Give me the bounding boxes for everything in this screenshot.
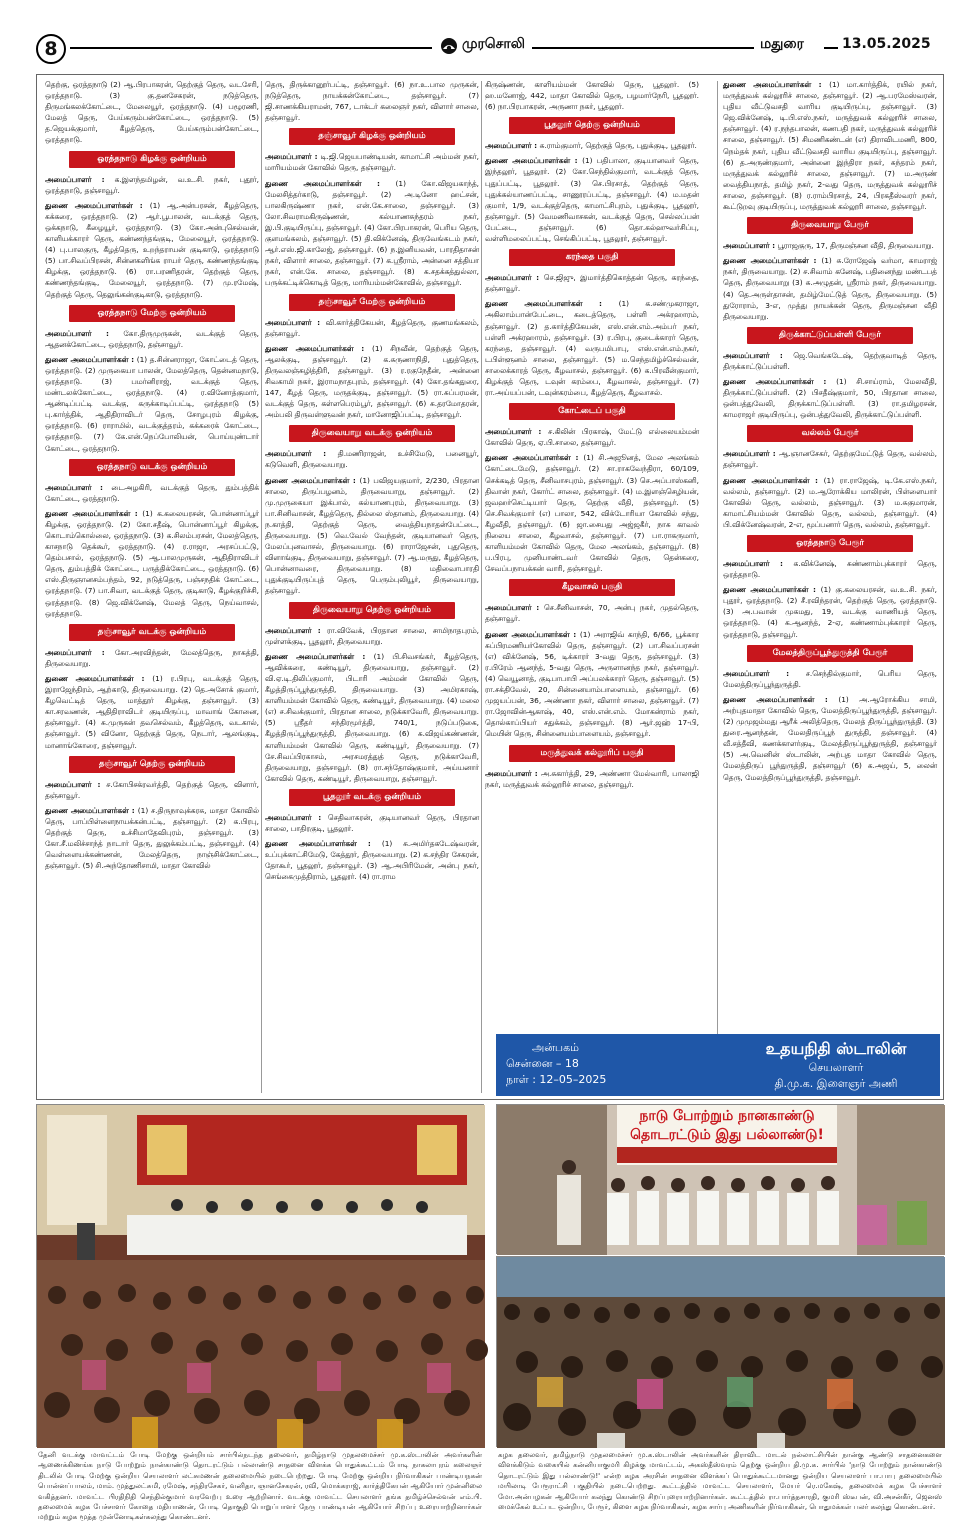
- entry-text: கிருஷ்ணன், காளியம்மன் கோவில் தெரு, பூதலூர். (5) ஹ.மனோஜ், 442, மாதா கோவில் தெரு, பழமார்நேரி, பூதலூர். (6) நா.பிரபாகரன், அருணா நகர், பூதலூர்.: [485, 80, 699, 112]
- listing-entry: [723, 255, 937, 322]
- event-photo-left: [36, 1104, 484, 1447]
- entry-text: (1) அ.ஆரோக்கிய சாமி, அற்புதமாதா கோவில் தெரு, மேலத்திருப்பூந்துருத்தி, தஞ்சாவூர். (2) முமுஜம்மது ஆரீக் அலித்தெரு, மேலத் திருப்பூந்துருத்தி. (3) துரை.ஆனந்தன், மேலதிருப்பூந் துருத்தி, தஞ்சாவூர். (4) வீ.சத்தீவி, கணக்காளர்குடி, மேலத்திருப்பூந்துருத்தி, தஞ்சாவூர் (5) அ.வெனின் ஸ்டாலின், அற்புத மாதா கோவில் தெரு, மேலத்திருப் பூந்துருத்தி, தஞ்சாவூர் (6) க.அஜய், 5, லைன் தெரு, மேலத்திருப்பூந்துருத்தி, தஞ்சாவூர்.: [723, 694, 937, 782]
- entry-text: (1) பவிஜயகுமார், 2/230, பிரதான சாலை, திருப்பழனம், திருவையாறு, தஞ்சாவூர். (2) மு.முருகையா இக்பால், கல்யாணபுரம், திருவையாறு. (3) பா.சினிவாசன், கீழத்தெரு, தில்லை ஸ்தானம், திருவையாறு. (4) ந.காத்தி, தெற்குத் தெரு, வைத்தியநாதன்பேட்டை, திருவையாறு. (5) வெ.வேல் வேந்தன், குடியானவர் தெரு, மேலப்புனவாசல், திருவையாறு. (6) ராராஜேசன், புதுதெரு, விளாங்குடி, திருவையாறு, தஞ்சாவூர். (7) ஆ.மருது, கீழத்தெரு, பொன்னாவரை, திருவையாறு. (8) மதிவைாபாரதி புதுக்குடியிருப்புத் தெரு, பெரும்புலியூர், திருவையாறு, தஞ்சாவூர்.: [265, 475, 479, 596]
- listing-entry: [485, 426, 699, 448]
- column-divider: [261, 81, 262, 1093]
- masthead-rule: [70, 47, 432, 49]
- section-heading: கரந்தை பகுதி: [509, 249, 676, 266]
- entry-text: (1) சு.அமிர்தகடேஷ்வரன், உப்புக்காட்சிமேடு, கேத்தூர், திருவையாறு. (2) க.சந்திர சேகரன், தோகூர், பூதலூர், தஞ்சாவூர். (3) ஆ.அபிரிமேன், அன்பு நகர், செங்கைமுத்திராம், பூதலூர். (4) ரா.ராம: [265, 839, 479, 882]
- event-photo-right-bottom: [496, 1256, 944, 1447]
- section-heading: கீழவாசல் பகுதி: [509, 579, 676, 596]
- entry-text: டைஅழகிரி, வடக்குத் தெரு, தும்பத்திக் கோட்டை, ஒரத்தநாடு.: [45, 482, 259, 503]
- listing-entry: [45, 647, 259, 669]
- listing-entry: [485, 155, 699, 244]
- listing-entry: [723, 376, 937, 420]
- listing-entry: [723, 668, 937, 690]
- entry-role-label: அமைப்பாளர் :: [723, 449, 779, 459]
- listing-entry: [723, 79, 937, 212]
- entry-role-label: துணை அமைப்பாளர்கள் :: [45, 508, 143, 518]
- section-heading: தஞ்சாவூர் மேற்கு ஒன்றியம்: [289, 294, 456, 311]
- entry-text: வி.கார்த்திகேயன், கீழத்தெரு, குணமங்கலம், தஞ்சாவூர்.: [265, 317, 479, 338]
- listing-entry: [265, 151, 479, 173]
- entry-role-label: அமைப்பாளர் :: [45, 174, 115, 184]
- entry-role-label: துணை அமைப்பாளர்கள் :: [723, 585, 821, 595]
- section-heading: பூதலூர் தெற்கு ஒன்றியம்: [509, 117, 676, 134]
- entry-text: ச.செந்தில்குமார், பெரிய தெரு, மேலத்திருப்பூந்துருத்தி.: [723, 668, 937, 689]
- listing-entry: [723, 475, 937, 530]
- section-heading: திருவையாறு தெற்கு ஒன்றியம்: [289, 602, 456, 619]
- section-heading: திருவையாறு வடக்கு ஒன்றியம்: [289, 425, 456, 442]
- entry-text: (1) சு.ரோஜேஷ் வர்மா, காமராஜ் நகர், திருவையாறு. (2) ச.சிவாம் கனேஷ், பதினைந்து மண்டபத் தெரு, திருவையாறு (3) சு.அழுதன், ஸ்ரீராம் நகர், திருவையாறு. (4) தெ.அருள்தாசன், தமிழ்மேட்டுத் தெரு, திருவையாறு. (5) துரோராம், 3-எ, முத்து நாயக்கன் தெரு, திருமஞ்சன வீதி திருவையாறு.: [723, 256, 937, 321]
- listing-entry: [45, 174, 259, 196]
- entry-text: (1) பதிபாலா, குடியானவர் தெரு, இந்தலூர், பூதலூர். (2) கோ.செந்தில்குமார், வடக்குத் தெரு, புதுப்பட்டி, பூதலூர். (3) செ.பிரசாத், தெற்குத் தெரு, புதுக்கல்யாணப்பட்டி, சாணூரப்பட்டி, தஞ்சாவூர். (4) ம.மதன் குமார், 1/9, வடக்குத்தெரு, காமாட்சிபுரம், புதுக்குடி, பூதலூர், தஞ்சாவூர். (5) வேமணிவாசகன், வடக்குத் தெரு, செல்லப்பன் பேட்டை, தஞ்சாவூர். (6) தொ.கல்ஹுவர்சிப்பு, வள்ளிமலைப்பட்டி, செங்கிப்பட்டி, பூதலூர், தஞ்சாவூர்.: [485, 156, 699, 244]
- signatory: [736, 1038, 936, 1092]
- listing-entry: [265, 475, 479, 597]
- section-heading: மருத்துவக் கல்லூரிப் பகுதி: [509, 745, 676, 762]
- rising-sun-logo-icon: [440, 37, 458, 55]
- signature-date: நாள் : 12–05–2025: [506, 1073, 607, 1086]
- entry-text: (1) த.சின்னராஜா, கோட்டைத் தெரு, ஒரத்தநாடு. (2) முருகையா பாலன், மேலத்தெரு, தென்னமநாடு, ஒரத்தநாடு. (3) பமர்னிராஜ், வடக்குத் தெரு, மண்டலக்கோட்டை, ஒரத்தநாடு. (4) ர.வினோத்குமார், ஆண்டிப்பட்டி வடக்கு, கருக்காடிப்பட்டி, ஒரத்தநாடு (5) பு.கார்த்திக், ஆதிதிராவிடர் தெரு, சோழபுரம் கிழக்கு, ஒரத்தநாடு. (6) ராராமில், வடக்குத்தரம், கக்கரைக் கோட்டை, ஒரத்தநாடு. (7) கே.என்.நெப்போலியன், பொய்யுண்டார் கோட்டை, ஒரத்தநாடு.: [45, 354, 259, 453]
- section-heading: கோட்டைப் பகுதி: [509, 403, 676, 420]
- entry-role-label: துணை அமைப்பாளர்கள் :: [723, 80, 830, 89]
- entry-role-label: அமைப்பாளர் :: [485, 427, 549, 437]
- entry-text: சு.ராம்குமார், தெற்குத் தெரு, புதுக்குடி, பூதலூர்.: [539, 141, 697, 151]
- column-divider: [717, 81, 718, 1093]
- section-heading: மேலத்திருப்பூந்துருத்தி பேரூர்: [747, 645, 914, 662]
- entry-text: அ.சுகார்த்தி, 29, அண்ணா மேல்வாரி, பாலாஜி நகர், மருத்துவக் கல்லூரிச் சாலை, தஞ்சாவூர்.: [485, 768, 700, 789]
- entry-text: (1) க.சண்முகராஜா, அகிலாம்பான்பேட்டை, கடைத்தெரு, பள்ளி அக்ரஹாரம், தஞ்சாவூர். (2) த.கார்த்திகேயன், எஸ்.என்.எம்.அம்பர் நகர், பள்ளி அக்ரஹாரம், தஞ்சாவூர். (3) ர.பிரபு, குடைக்காரர் தெரு, கரந்தை, தஞ்சாவூர். (4) வருபமிபாபு, எஸ்.என்.எம்.நகர், டபிள்ளூனம் சாலை, தஞ்சாவூர். (5) ம.செந்தமிழ்ச்செல்வன், சாலைக்காரத் தெரு, கீழவாசல், தஞ்சாவூர். (6) க.பிரவீன்குமார், கிழக்குத் தெரு, டவுன் கரம்பை, கீழவாசல், தஞ்சாவூர். (7) ரா.அய்யப்பன், டவுன்கரம்பை, கீழத்தெரு, கீழவாசல்.: [485, 299, 699, 398]
- entry-text: (1) சி.சாய்ராம், மேலவீதி, திருக்காட்டுப்பள்ளி. (2) பிசதீஷ்குமார், 50, பிரதான சாலை, ஒன்பத்துவேலி, திருக்காட்டுப்பள்ளி. (3) ரா.தமிழரசன், காமராஜர் குடியிருப்பு, ஒன்பத்துவேலி, திருக்காட்டுப்பள்ளி.: [723, 376, 937, 420]
- section-heading: திருவையாறு பேரூர்: [747, 217, 914, 234]
- entry-text: கோ.அரவிந்தன், மேலத்தெரு, நாகத்தி, திருவையாறு.: [45, 647, 259, 668]
- section-heading: பூதலூர் வடக்கு ஒன்றியம்: [289, 789, 456, 806]
- entry-role-label: அமைப்பாளர் :: [265, 812, 328, 822]
- entry-text: ச.கோபிசக்ரவர்த்தி, தெற்குத் தெரு, விளார், தஞ்சாவூர்.: [45, 779, 259, 800]
- entry-role-label: துணை அமைப்பாளர்கள் :: [485, 453, 584, 463]
- masthead-rule: [824, 47, 838, 49]
- signature-city: சென்னை – 18: [506, 1057, 579, 1070]
- listing-entry: [45, 79, 259, 146]
- listing-column: [485, 79, 699, 1097]
- entry-text: (1) கு.கலையரசன், வ.உ.சி. நகர், புதூர், ஒரத்தநாடு. (2) சீ.ரவிந்தரன், தெற்குத் தெரு, ஒரத்தநாடு. (3) அ.பவான் முகமது, 19, வடக்கு வாணியத் தெரு, ஒரத்தநாடு. (4) க.ஆனந்த், 2-ஏ, கண்ணாம்புக்காரர் தெரு, ஒரத்தநாடு, தஞ்சாவூர்.: [723, 585, 937, 639]
- entry-text: செ.சீனிவாசன், 70, அன்பு நகர், முதல்தெரு, தஞ்சாவூர்.: [485, 603, 699, 624]
- entry-text: (1) கோ.விஜயகாந்த், மேலசித்தர்காடு, தஞ்சாவூர். (2) அ.டினோ ஹட்சன், பாலகிருஷ்ணா நகர், என்.கே.சாலை, தஞ்சாவூர். (3) லோ.சிவராமகிருஷ்ணன், கல்யாணசுந்தரம் நகர், இ.பி.குடியிருப்பு, தஞ்சாவூர். (4) கோ.பிரபாகரன், பெரிய தெரு, குளமங்கலம், தஞ்சாவூர். (5) தி.விக்னேஷ், திருவேங்கடம் நகர், ஆர்.எஸ்.ஜி.காலேஜ், தஞ்சாவூர். (6) ந.இனியவன், பாரதிதாசன் நகர், விளார் சாலை, தஞ்சாவூர். (7) க.ஸ்ரீராம், அன்னை சத்தியா நகர், என்.கே. சாலை, தஞ்சாவூர். (8) க.சதக்கத்துல்லா, பருக்கட்டிக்கொடித் தெரு, மாரியம்மன்கோவில், தஞ்சாவூர்.: [265, 178, 479, 288]
- listing-entry: [723, 584, 937, 639]
- listing-entry: [265, 812, 479, 834]
- entry-text: (1) சிநவீன், தெற்குத் தெரு, ஆலக்குடி, தஞ்சாவூர். (2) க.சுருணாநிதி, புதுத்தெரு, திருவலஞ்சுழித்திரி, தஞ்சாவூர். (3) ர.ரகுநேதீன், அன்னை சிவகாமி நகர், இராமநாதபுரம், தஞ்சாவூர். (4) கோ.தங்கதுரை, 147, கீழத் தெரு, மருதக்குடி, தஞ்சாவூர். (5) ரா.சுப்பரமன், வடக்குத் தெரு, கள்ளபெரம்பூர், தஞ்சாவூர். (6) சு.தரமோதரன், அம்பலி திருவள்ளுவன் நகர், மானோஜிப்பட்டி, தஞ்சாவூர்.: [265, 343, 479, 420]
- column-divider: [481, 81, 482, 1093]
- entry-role-label: துணை அமைப்பாளர்கள் :: [265, 475, 360, 485]
- appointments-listing: [36, 74, 944, 1100]
- entry-text: க.விக்னேஷ், சுண்ணாம்புக்காரர் தெரு, ஒரத்தநாடு.: [723, 559, 937, 580]
- masthead: [0, 0, 972, 66]
- entry-role-label: அமைப்பாளர் :: [265, 152, 321, 162]
- entry-text: (1) க.கலையரசன், பொன்னாப்பூர் கிழக்கு, ஒரத்தநாடு. (2) கோ.சதீஷ், பொன்னாப்பூர் கிழக்கு, கொடாம்கொல்லை, ஒரத்தநாடு. (3) க.சிலம்பரசன், மேலத்தெரு, காசநாடு தெக்கூர், ஒரத்தநாடு. (4) ர.ராஜா, அரசப்பட்டு, தெம்பசால், ஒரத்தநாடு. (5) ஆ.பாலமுருகன், ஆதிதிராவிடர் தெரு, தும்பத்திக் கோட்டை, பருத்திக்கோட்டை, ஒரத்தநாடு. (6) எஸ்.திருஞானசம்பந்தம், 92, நடுத்தெரு, பஞ்சநதிக் கோட்டை, ஒரத்தநாடு. (7) பா.சிவா, வடக்குத் தெரு, குடிகாடு, கீழக்குறிச்சி, ஒரத்தநாடு. (8) ஜெ.விக்னேஷ், மேலத் தெரு, நெய்வாசல், ஒரத்தநாடு.: [45, 508, 259, 618]
- signature-location: [506, 1040, 656, 1088]
- listing-entry: [45, 779, 259, 801]
- entry-text: (1) ஆ.அன்பரசன், கீழத்தெரு, கக்கரை, ஒரத்தநாடு. (2) ஆர்.பூபாலன், வடக்குத் தெரு, ஒக்கநாடு, கீழையூர், ஒரத்தநாடு. (3) கோ.அன்புசெல்வன், காளியக்காரர் தெரு, கண்ணந்தங்குடி, மேலையூர், ஒரத்தநாடு. (4) பு.பாலகுரு, கீழத்தெரு, உறந்தராயன் குடிகாடு, ஒரத்தநாடு (5) பா.சிவப்பிரசன், சின்னகளிங்க ராயர் தெரு, கண்ணந்தங்குடி கிழக்கு, ஒரத்தநாடு. (6) ரா.பரணிதரன், தெற்குத் தெரு, கண்ணந்தங்குடி, மேலையூர், ஒரத்தநாடு. (7) மு.ரமேஷ், தெற்குத் தெரு, தெலுங்கன்குடிகாடு, ஒரத்தநாடு.: [45, 200, 259, 299]
- signatory-organization: தி.மு.க. இளைஞர் அணி: [774, 1077, 898, 1090]
- section-heading: வல்லம் பேரூர்: [747, 425, 914, 442]
- listing-entry: [265, 317, 479, 339]
- section-heading: ஒரத்தநாடு வடக்கு ஒன்றியம்: [69, 459, 236, 476]
- signature-box: [496, 1034, 940, 1096]
- entry-role-label: அமைப்பாளர் :: [45, 647, 115, 657]
- section-heading: திருக்காட்டுப்பள்ளி பேரூர்: [747, 327, 914, 344]
- listing-entry: [723, 694, 937, 783]
- entry-text: (1) ரா.ராஜேஷ், டி.கே.எஸ்.நகர், வல்லம், தஞ்சாவூர். (2) ம.ஆரோக்கிய மாலிரன், பிள்ளையார் கோவில் தெரு, வல்லம், தஞ்சாவூர். (3) ம.சுகுமாரன், காமாட்சியம்மன் கோவில் தெரு, வல்லம், தஞ்சாவூர். (4) பி.விக்னேஷ்வரன், 2-எ, மூப்பனார் தெரு, வல்லம், தஞ்சாவூர்.: [723, 475, 937, 529]
- listing-entry: [485, 140, 699, 151]
- entry-role-label: துணை அமைப்பாளர்கள் :: [485, 629, 580, 639]
- listing-entry: [45, 482, 259, 504]
- entry-role-label: அமைப்பாளர் :: [45, 328, 124, 338]
- section-heading: ஒரத்தநாடு மேற்கு ஒன்றியம்: [69, 305, 236, 322]
- entry-role-label: துணை அமைப்பாளர்கள் :: [265, 343, 373, 353]
- entry-text: (1) பி.சிவசங்கர், கீழத்தெரு, ஆவிக்கரை, கண்டியூர், திருவையாறு, தஞ்சாவூர். (2) வி.ஏ.டி.திலிப்குமார், பிடாரி அம்மன் கோவில் தெரு, கீழத்திருப்பூந்துருத்தி, திருவையாறு. (3) அமிரகாஷ், காளியம்மன் கோவில் தெரு, கண்டியூர், திருவையாறு. (4) மலை (எ) ச.சிவக்குமார், பிரதான சாலை, நடுக்காவேரி, திருவையாறு. (5) ஸ்ரீதர் சந்திரமூர்த்தி, 740/1, நடுப்படுகை, கீழத்திருப்பூந்துருத்தி, திருவையாறு. (6) சு.விஜய்கண்ணன், காளியம்மன் கோவில் தெரு, கண்டியூர், திருவையாறு. (7) சே.சிவப்பிரகாசம், அரசமரத்துத் தெரு, நடுக்காவேரி, திருவையாறு, தஞ்சாவூர். (8) ரா.சந்தோஷ்குமார், அய்யனார் கோவில் தெரு, கண்டியூர், திருவையாறு, தஞ்சாவூர்.: [265, 651, 479, 783]
- listing-entry: [485, 79, 699, 112]
- entry-role-label: துணை அமைப்பாளர்கள் :: [723, 694, 839, 704]
- signature-place: அன்பகம்: [532, 1041, 579, 1054]
- entry-role-label: துணை அமைப்பாளர்கள் :: [723, 475, 824, 485]
- listing-entry: [265, 625, 479, 647]
- entry-text: (1) அராஜிவ் காந்தி, 6/66, பூக்கார சுப்பிரமணியர்கோவில் தெரு, தஞ்சாவூர். (2) பா.சிவப்பரசன் (எ) விக்னேஷ், 56, டிக்காரர் 3-வது தெரு, தஞ்சாவூர். (3) ர.பிரேம் ஆனந்த், 5-வது தெரு, அருளானந்த நகர், தஞ்சாவூர். (4) வெயூனாத், குடிபாபாபி அப்பலக்காரர் தெரு, தஞ்சாவூர். (5) ரா.சக்திவேல், 20, சின்னையாம்பாளையம், தஞ்சாவூர். (6) முஜயப்பன், 36, அண்ணா நகர், விளார் சாலை, தஞ்சாவூர். (7) ரா.ஜோவின்ஆகாஷ், 40, எஸ்.என்.எம். மோகன்ராம் நகர், தொல்காப்பியர் சதுக்கம், தஞ்சாவூர். (8) ஆர்.ஜஹ் 17-பி, மெயின் தெரு, சின்னையம்பாளையம், தஞ்சாவூர்.: [485, 629, 699, 739]
- section-heading: தஞ்சாவூர் வடக்கு ஒன்றியம்: [69, 624, 236, 641]
- entry-text: தி.மணிராஜன், உச்சிமேடு, பனையூர், கடுவெளி, திருவையாறு.: [265, 449, 479, 470]
- entry-role-label: துணை அமைப்பாளர்கள் :: [45, 354, 137, 364]
- listing-entry: [265, 448, 479, 470]
- entry-text: கோ.திருமுருகன், வடக்குத் தெரு, ஆதனக்கோட்டை, ஒரத்தநாடு, தஞ்சாவூர்.: [45, 328, 259, 349]
- photo-banner-text: [627, 1107, 827, 1145]
- listing-entry: [723, 558, 937, 580]
- entry-text: டி.ஜி.ஜெயபாண்டியன், காமாட்சி அம்மன் நகர், மாரியம்மன் கோவில் தெரு, தஞ்சாவூர்.: [265, 152, 479, 173]
- section-heading: தஞ்சாவூர் தெற்கு ஒன்றியம்: [69, 756, 236, 773]
- listing-column: [723, 79, 937, 1097]
- entry-role-label: அமைப்பாளர் :: [265, 625, 327, 635]
- entry-role-label: அமைப்பாளர் :: [45, 779, 107, 789]
- entry-text: தெரு, திருக்கானூர்பட்டி, தஞ்சாவூர். (6) நா.உ.பால முருகன், நடுத்தெரு, நாயக்கன்கோட்டை, தஞ்சாவூர். (7) ஜி.சாணக்கியராமன், 767, டாக்டர் கலைஞர் நகர், விளார் சாலை, தஞ்சாவூர்.: [265, 80, 479, 123]
- event-photo-right-top: [496, 1104, 944, 1254]
- listing-entry: [45, 328, 259, 350]
- entry-role-label: துணை அமைப்பாளர்கள் :: [265, 651, 374, 661]
- entry-text: தெற்கு, ஒரத்தநாடு (2) ஆ.பிரபாகரன், தெற்குத் தெரு, வடசேரி, ஒரத்தநாடு. (3) கு.தனசேகரன், நடுத்தெரு, திருமங்கலக்கோட்டை, மேலையூர், ஒரத்தநாடு. (4) பழூரணி, மேலத் தெரு, பேய்கரும்பன்கோட்டை, ஒரத்தநாடு. (5) த.ஜெயக்குமார், கீழத்தெரு, பேய்கரும்பன்கோட்டை, ஒரத்தநாடு.: [45, 80, 259, 145]
- listing-entry: [485, 272, 699, 294]
- entry-role-label: அமைப்பாளர் :: [45, 482, 112, 492]
- listing-entry: [45, 354, 259, 454]
- listing-entry: [723, 448, 937, 470]
- entry-role-label: துணை அமைப்பாளர்கள் :: [723, 256, 822, 266]
- entry-role-label: துணை அமைப்பாளர்கள் :: [45, 200, 150, 210]
- listing-entry: [45, 673, 259, 751]
- listing-entry: [723, 350, 937, 372]
- entry-text: ச.கிலின் பிரகாஷ், மேட்டு எல்லையம்மன் கோவில் தெரு, ஏ.பி.சாலை, தஞ்சாவூர்.: [485, 427, 699, 448]
- photo-banner-line: தொடரட்டும் இது பல்லாண்டு!: [630, 1127, 824, 1143]
- newspaper-name: முரசொலி: [462, 36, 525, 52]
- entry-text: ஆ.ஞானசேகர், தெற்குமேட்டுத் தெரு, வல்லம், தஞ்சாவூர்.: [723, 449, 937, 470]
- entry-role-label: அமைப்பாளர் :: [723, 350, 794, 360]
- edition-name: மதுரை: [760, 36, 804, 52]
- entry-text: (1) ச.திருநாவுக்கரசு, மாதா கோவில் தெரு, பாப்பிள்ளைநாயக்கன்பட்டி, தஞ்சாவூர். (2) க.பிரபு, தெற்குத் தெரு, உச்சிமாதேவிபுரம், தஞ்சாவூர். (3) கோ.சீ.மலிச்சாந்த் நாடார் தெரு, துலுக்கம்பட்டி, தஞ்சாவூர். (4) வெள்ளையக்கண்ணன், மேலத்தெரு, நாஞ்சிக்கோட்டை, தஞ்சாவூர். (5) சி.அந்தோணிசாமி, மாதா கோவில்: [45, 805, 259, 871]
- page-number: 8: [36, 34, 66, 64]
- signatory-designation: செயலாளர்: [808, 1061, 864, 1074]
- entry-role-label: துணை அமைப்பாளர்கள் :: [45, 673, 153, 683]
- entry-role-label: அமைப்பாளர் :: [723, 559, 794, 568]
- entry-role-label: அமைப்பாளர் :: [485, 273, 544, 283]
- entry-role-label: அமைப்பாளர் :: [265, 317, 326, 327]
- entry-role-label: அமைப்பாளர் :: [265, 449, 338, 459]
- entry-text: ரா.விவேக், பிரதான சாலை, சாமிநாதபுரம், முள்ளக்குடி, பூதலூர், திருவையாறு.: [265, 625, 479, 646]
- listing-entry: [265, 79, 479, 123]
- listing-entry: [265, 651, 479, 784]
- entry-text: (1) மா.கார்த்திக், ரயில் நகர், மருத்துவக் கல்லூரிச் சாலை, தஞ்சாவூர். (2) ஆ.பரமேஸ்வரன், புதிய வீட்டுவசதி வாரிய குடியிருப்பு, தஞ்சாவூர். (3) ஜெ.விக்னேஷ், டி.பி.எஸ்.நகர், மருத்துவக் கல்லூரிச் சாலை, தஞ்சாவூர். (4) ர.நந்தபாலன், கணபதி நகர், மருத்துவக் கல்லூரிச் சாலை, தஞ்சாவூர். (5) சிமணிகண்டன் (எ) திராவிடமணி, 800, நெம்தக் நகர், புதிய வீட்டுவசதி வாரிய குடியிருப்பு, தஞ்சாவூர். (6) த.அருண்குமார், அன்னை இந்திரா நகர், சுந்தரம் நகர், மருத்துவக் கல்லூரிச் சாலை, தஞ்சாவூர். (7) ம.அருண் வைத்தியநாத், தமிழ் நகர், 2-வது தெரு, மருத்துவக் கல்லூரிச் சாலை, தஞ்சாவூர். (8) ர.ராம்பிரசாத், 24, பிரகதீஸ்வரர் நகர், கூட்டுறவு குடியிருப்பு, மருத்துவக் கல்லூரி சாலை, தஞ்சாவூர்.: [723, 80, 937, 212]
- entry-text: (1) சி.அஜூனத், மேல அலங்கம் கோட்டைமேடு, தஞ்சாவூர். (2) சா.ராகவேந்திரா, 60/109, செக்கடித் தெரு, சீனிவாசபுரம், தஞ்சாவூர். (3) செ.அப்பாஸ்கனி, திவான் நகர், கோர்ட் சாலை, தஞ்சாவூர். (4) ம.இளஞ்செழியன், ஜவஹர்செட்டியார் தெரு, தெற்கு வீதி, தஞ்சாவூர். (5) செ.சிவக்குமார் (எ) பாலா, 542, விக்டோரியா கோவில் சந்து, கீழவீதி, தஞ்சாவூர். (6) ஜா.சையது அஜ்ஜகீர், நாசு காவல் நிலைய சாலை, கீழவாசல், தஞ்சாவூர். (7) பா.ராகருமார், காளியம்மன் கோவில் தெரு, மேல அலங்கம், தஞ்சாவூர். (8) ப.பிரபு, முனியாண்டவர் கோவில் தெரு, தென்கரை, சேவப்பநாயக்கன் வாரி, தஞ்சாவூர்.: [485, 453, 699, 574]
- entry-text: செ.ஜிஜு, இமார்த்திகொத்தன் தெரு, கரந்தை, தஞ்சாவூர்.: [485, 273, 699, 294]
- entry-role-label: துணை அமைப்பாளர்கள் :: [265, 839, 382, 849]
- listing-entry: [485, 602, 699, 624]
- signatory-name: உதயநிதி ஸ்டாலின்: [765, 1039, 907, 1058]
- listing-entry: [45, 508, 259, 619]
- issue-date: 13.05.2025: [842, 36, 931, 52]
- listing-entry: [265, 178, 479, 289]
- entry-text: க.இளந்தமிழன், வ.உ.சி. நகர், புதூர், ஒரத்தநாடு, தஞ்சாவூர்.: [45, 174, 259, 195]
- listing-entry: [265, 343, 479, 421]
- listing-column: [45, 79, 259, 1097]
- entry-role-label: துணை அமைப்பாளர்கள் :: [45, 805, 138, 815]
- entry-role-label: அமைப்பாளர் :: [723, 241, 778, 251]
- listing-entry: [45, 200, 259, 300]
- listing-entry: [485, 298, 699, 398]
- entry-text: ஜெ.வெங்கடேஷ், தெற்குவாடித் தெரு, திருக்காட்டுப்பள்ளி.: [723, 350, 937, 371]
- entry-role-label: துணை அமைப்பாளர்கள் :: [723, 376, 837, 386]
- photo-banner-line: நாடு போற்றும் நானகாண்டு: [639, 1108, 815, 1124]
- masthead-rule: [532, 47, 754, 49]
- section-heading: தஞ்சாவூர் கிழக்கு ஒன்றியம்: [289, 128, 456, 145]
- listing-column: [265, 79, 479, 1097]
- listing-entry: [485, 629, 699, 740]
- section-heading: ஒரத்தநாடு கிழக்கு ஒன்றியம்: [69, 151, 236, 168]
- entry-role-label: துணை அமைப்பாளர்கள் :: [265, 178, 396, 188]
- entry-role-label: அமைப்பாளர் :: [485, 603, 544, 613]
- entry-text: செதிவாகரன், குடியானவர் தெரு, பிரதான சாலை, பாதிரகுடி, பூதலூர்.: [265, 812, 479, 833]
- photo-caption-right: கழக தலைவர், தமிழ்நாடு முதலமைச்சர் மு.க.ஸ்டாலின் அவர்களின் திராவிட மாடல் நல்லாட்சியின் நான்கு ஆண்டு சாதனைகளை விளக்கிடும் வகையில் கன்னியாகுமரி கிழக்கு மாவட்டம், அகஸ்தீஸ்வரம் தெற்கு ஒன்றிய தி.மு.க. சார்பில் 'நாடு போற்றும் நான்காண்டு தொடரட்டும் இது பல்லாண்டு!' என்ற கழக அரசின் சாதனை விளக்கப் பொதுக்கூட்டமானது ஒன்றிய செயலாளர் பா.பாபு தலைமையில் மயிலாடி பேரூராட்சி பகுதியில் நடைபெற்றது. கூட்டத்தில் மாவட்ட செயலாளர், மேயர் ரெ.மகேஷ், தலைமைக் கழக பேச்சாளர் மோ.அன்பழகன் ஆகியோர் கலந்து கொண்டு சிறப்புரையாற்றினார்கள். கூட்டத்தில் ரா.பார்த்தசாரதி, குமரி ஸ்டீபன், வி.அசன்கீர், ஜெனஸ் மைக்கேல் உட்பட ஒன்றிய, பேரூர், கிளை கழக நிர்வாகிகள், கழக சார்பு அணிகளின் நிர்வாகிகள், பொதுமக்கள் பலர் கலந்து கொண்டனர்.: [498, 1450, 942, 1512]
- entry-role-label: அமைப்பாளர் :: [485, 768, 541, 778]
- entry-text: பூராஜகுரு, 17, திருமஞ்சன வீதி, திருவையாறு.: [777, 241, 934, 251]
- entry-text: (1) ர.பிரபு, வடக்குத் தெரு, இராஜேந்திரம், ஆற்காடு, திருவையாறு. (2) தெ.அசோக் குமார், கீழவெட்டித் தெரு, மாத்தூர் கிழக்கு, தஞ்சாவூர். (3) கா.சரவணன், ஆதிதிராவிடர் குடியிருப்பு, மாவாங் கோனை, தஞ்சாவூர். (4) சு.முருகன் தவசெல்வம், கீழத்தெரு, வடகால், தஞ்சாவூர். (5) வினோ, தெற்குத் தெரு, நெடார், ஆலங்குடி, மானாங்கோரை, தஞ்சாவூர்.: [45, 673, 259, 750]
- listing-entry: [485, 452, 699, 574]
- entry-role-label: துணை அமைப்பாளர்கள் :: [485, 299, 619, 309]
- section-heading: ஒரத்தநாடு பேரூர்: [747, 535, 914, 552]
- listing-entry: [265, 838, 479, 882]
- entry-role-label: அமைப்பாளர் :: [485, 141, 540, 151]
- listing-entry: [45, 805, 259, 872]
- listing-entry: [723, 240, 937, 251]
- photo-caption-left: தேனி வடக்கு மாவட்டம் போடி மேற்கு ஒன்றியம் சார்பில்நடந்த தலைவர், தமிழ்நாடு முதலமைச்சர் மு.க.ஸ்டாலின் அவர்களின் ஆணைக்கிணங்க நாடு போற்றும் நான்காண்டு தொடரட்டும் பல்லாண்டு சாதனை விளக்க பொதுக்கூட்டம் போடி நாகலாபுரம் கலைஞர் திடலில் போடி மேற்கு ஒன்றிய செயலாளர் லட்சுமணன் தலைமையில் நடைபெற்றது. போடி மேற்கு ஒன்றிய நிர்வாகிகள் பாண்டியநகன் பொன்னப்பாலம், மாம். முத்துலட்சுமி, ரமேஷ், சந்திரசேகர், வனிதா, ஞானசேகரன், ரவி, மொக்கராஜ், கார்த்திகேயன் ஆகியோர் முன்னிலை வகித்தனர். மாவட்ட பிரதிநிதி செந்தில்குமார் வரவேற்பு உரை ஆற்றினார். வடக்கு மாவட்ட செயலாளர் தங்க தமிழ்ச்செல்வன் எம்.பி. தலைமைக் கழக பேச்சாளர் கோதை மதியாணன், போடி தொகுதி பொறுப்பாளர் நேரு பாண்டியன் ஆகியோர் சிறப்பு உரையாற்றினார்கள் மற்றும் கழக மூத்த முன்னோடிகள்கலந்து கொண்டனர்.: [38, 1450, 482, 1522]
- entry-role-label: துணை அமைப்பாளர்கள் :: [485, 156, 583, 166]
- listing-entry: [485, 768, 699, 790]
- entry-role-label: அமைப்பாளர் :: [723, 668, 806, 678]
